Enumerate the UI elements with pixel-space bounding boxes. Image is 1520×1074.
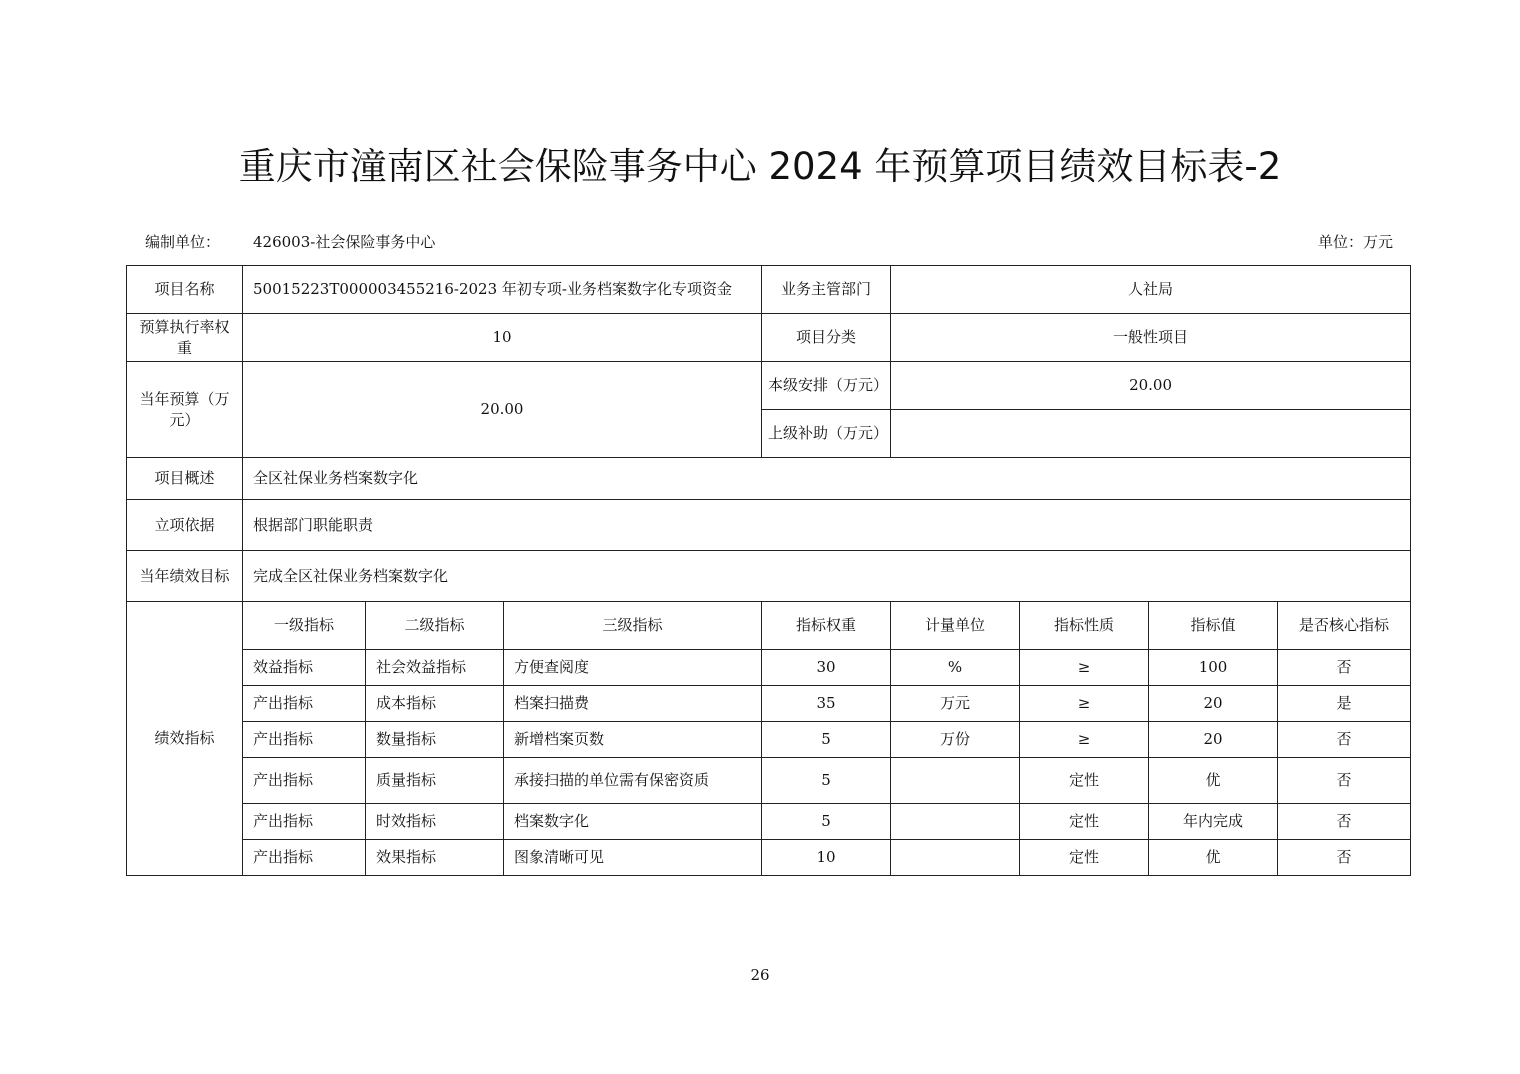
dept-value: 人社局 [891, 266, 1411, 314]
indicator-weight: 35 [762, 686, 891, 722]
local-value: 20.00 [891, 362, 1411, 410]
indicator-value: 优 [1149, 758, 1278, 804]
project-name: 50015223T000003455216-2023 年初专项-业务档案数字化专项资金 [243, 266, 762, 314]
indicator-level3: 档案扫描费 [504, 686, 762, 722]
table-row [127, 686, 1411, 722]
table-row [127, 650, 1411, 686]
header-cell: 是否核心指标 [1278, 602, 1411, 650]
budget-label: 当年预算（万元） [127, 362, 243, 458]
header-cell: 指标性质 [1020, 602, 1149, 650]
budget-value: 20.00 [243, 362, 762, 458]
indicator-nature: 定性 [1020, 758, 1149, 804]
indicator-unit: 万元 [891, 686, 1020, 722]
indicator-level1: 产出指标 [243, 686, 366, 722]
indicator-core: 否 [1278, 650, 1411, 686]
indicator-value: 20 [1149, 722, 1278, 758]
goal-value: 完成全区社保业务档案数字化 [243, 551, 1411, 602]
indicator-level1: 产出指标 [243, 804, 366, 840]
superior-value [891, 410, 1411, 458]
indicator-value: 20 [1149, 686, 1278, 722]
indicator-unit [891, 758, 1020, 804]
indicator-value: 优 [1149, 840, 1278, 876]
indicator-core: 否 [1278, 804, 1411, 840]
exec-weight-label: 预算执行率权重 [127, 314, 243, 362]
header-cell: 指标值 [1149, 602, 1278, 650]
category-label: 项目分类 [762, 314, 891, 362]
dept-label: 业务主管部门 [762, 266, 891, 314]
indicator-weight: 5 [762, 804, 891, 840]
indicator-level3: 方便查阅度 [504, 650, 762, 686]
header-cell: 一级指标 [243, 602, 366, 650]
indicator-level2: 效果指标 [366, 840, 504, 876]
header-cell: 计量单位 [891, 602, 1020, 650]
indicator-nature: 定性 [1020, 840, 1149, 876]
indicator-level2: 质量指标 [366, 758, 504, 804]
indicator-level3: 新增档案页数 [504, 722, 762, 758]
unit-label: 编制单位： [145, 233, 221, 251]
local-label: 本级安排（万元） [762, 362, 891, 410]
header-cell: 二级指标 [366, 602, 504, 650]
header-cell: 指标权重 [762, 602, 891, 650]
overview-label: 项目概述 [127, 458, 243, 500]
indicator-weight: 5 [762, 722, 891, 758]
indicator-unit: 万份 [891, 722, 1020, 758]
table-row [127, 804, 1411, 840]
indicator-core: 否 [1278, 840, 1411, 876]
currency-unit: 单位：万元 [1318, 233, 1394, 251]
page-number: 26 [750, 966, 770, 984]
basis-label: 立项依据 [127, 500, 243, 551]
goal-label: 当年绩效目标 [127, 551, 243, 602]
indicator-level1: 产出指标 [243, 758, 366, 804]
indicator-level2: 数量指标 [366, 722, 504, 758]
exec-weight-value: 10 [243, 314, 762, 362]
indicator-core: 是 [1278, 686, 1411, 722]
indicator-core: 否 [1278, 758, 1411, 804]
indicator-level2: 社会效益指标 [366, 650, 504, 686]
indicator-level3: 图象清晰可见 [504, 840, 762, 876]
indicator-nature: ≥ [1020, 650, 1149, 686]
indicator-value: 100 [1149, 650, 1278, 686]
unit-value: 426003-社会保险事务中心 [253, 233, 436, 251]
indicator-level3: 档案数字化 [504, 804, 762, 840]
page-title: 重庆市潼南区社会保险事务中心 2024 年预算项目绩效目标表-2 [238, 145, 1282, 188]
indicator-level2: 成本指标 [366, 686, 504, 722]
indicator-weight: 5 [762, 758, 891, 804]
table-row [127, 758, 1411, 804]
indicator-nature: ≥ [1020, 686, 1149, 722]
indicator-unit [891, 840, 1020, 876]
superior-label: 上级补助（万元） [762, 410, 891, 458]
indicator-nature: 定性 [1020, 804, 1149, 840]
indicator-core: 否 [1278, 722, 1411, 758]
indicator-level1: 产出指标 [243, 722, 366, 758]
indicator-weight: 10 [762, 840, 891, 876]
indicator-weight: 30 [762, 650, 891, 686]
indicator-level1: 产出指标 [243, 840, 366, 876]
indicator-value: 年内完成 [1149, 804, 1278, 840]
header-cell: 三级指标 [504, 602, 762, 650]
perf-label: 绩效指标 [127, 602, 243, 876]
indicator-level2: 时效指标 [366, 804, 504, 840]
project-name-label: 项目名称 [127, 266, 243, 314]
category-value: 一般性项目 [891, 314, 1411, 362]
indicator-level3: 承接扫描的单位需有保密资质 [504, 758, 762, 804]
basis-value: 根据部门职能职责 [243, 500, 1411, 551]
indicator-unit: % [891, 650, 1020, 686]
table-row [127, 840, 1411, 876]
table-row [127, 722, 1411, 758]
overview-value: 全区社保业务档案数字化 [243, 458, 1411, 500]
indicator-level1: 效益指标 [243, 650, 366, 686]
performance-table [126, 265, 1411, 876]
indicator-unit [891, 804, 1020, 840]
indicator-nature: ≥ [1020, 722, 1149, 758]
